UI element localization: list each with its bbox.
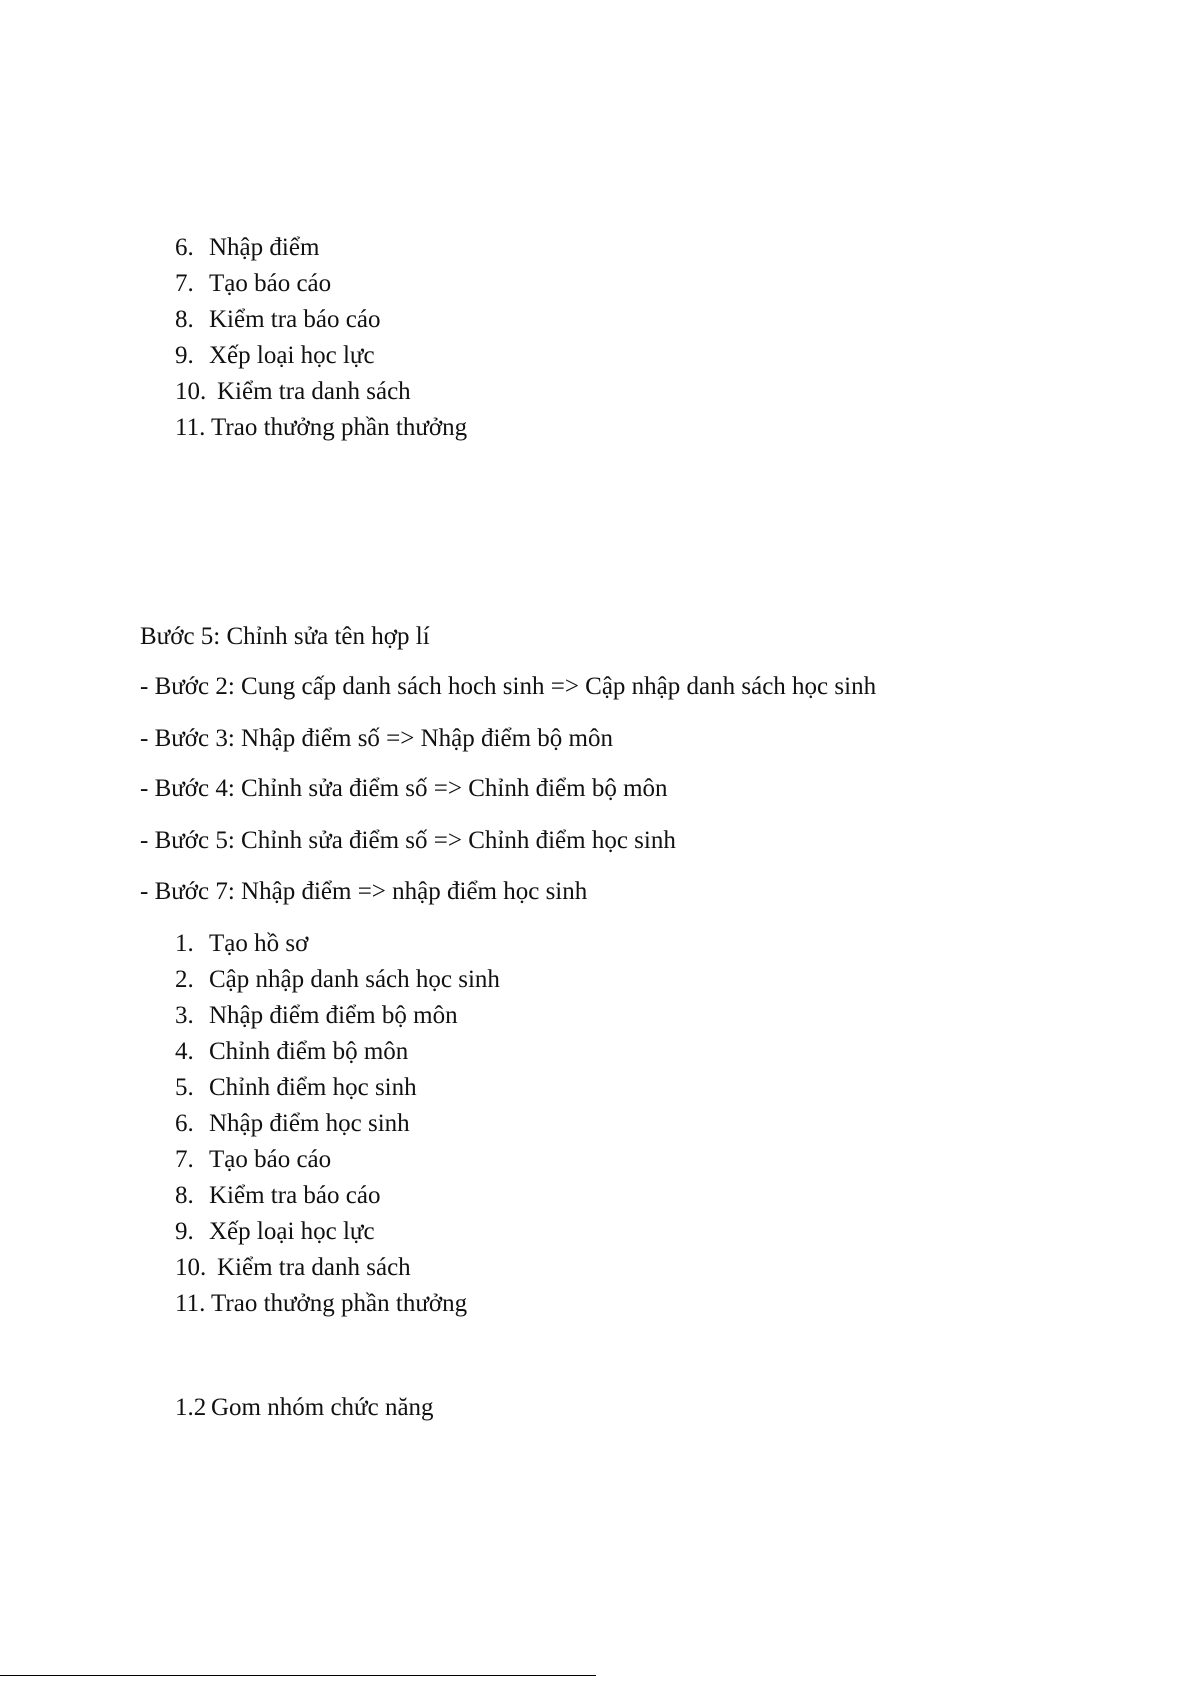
list-item-text: Xếp loại học lực <box>209 1218 375 1245</box>
list-item-number: 10. <box>175 1254 207 1281</box>
list-item-number: 8. <box>175 306 194 333</box>
numbered-list-bottom <box>175 929 875 1317</box>
list-item-number: 4. <box>175 1038 194 1065</box>
list-item-number: 2. <box>175 966 194 993</box>
list-item-number: 1. <box>175 930 194 957</box>
step-heading: Bước 5: Chỉnh sửa tên hợp lí <box>140 623 430 650</box>
list-item-text: Chỉnh điểm bộ môn <box>209 1038 409 1065</box>
list-item-text: Nhập điểm <box>209 234 320 261</box>
list-item-number: 7. <box>175 270 194 297</box>
list-item-text: Kiểm tra danh sách <box>217 1254 411 1281</box>
list-item-number: 10. <box>175 378 207 405</box>
list-item-number: 6. <box>175 1110 194 1137</box>
list-item-text: Trao thưởng phần thưởng <box>211 1290 468 1317</box>
list-item-number: 7. <box>175 1146 194 1173</box>
list-item-number: 11. <box>175 1290 206 1317</box>
list-item-text: Nhập điểm học sinh <box>209 1110 410 1137</box>
step-line: - Bước 7: Nhập điểm => nhập điểm học sinh <box>140 878 588 905</box>
list-item-number: 9. <box>175 1218 194 1245</box>
step-line: - Bước 4: Chỉnh sửa điểm số => Chỉnh điểm bộ môn <box>140 775 668 802</box>
list-item-text: Chỉnh điểm học sinh <box>209 1074 417 1101</box>
list-item-text: Tạo hồ sơ <box>209 930 309 957</box>
section-heading <box>175 1393 875 1421</box>
list-item-text: Trao thưởng phần thưởng <box>211 414 468 441</box>
step-line: - Bước 3: Nhập điểm số => Nhập điểm bộ môn <box>140 725 613 752</box>
list-item-text: Nhập điểm điểm bộ môn <box>209 1002 458 1029</box>
step-line: - Bước 2: Cung cấp danh sách hoch sinh => Cập nhập danh sách học sinh <box>140 673 877 700</box>
list-item-number: 3. <box>175 1002 194 1029</box>
section-number: 1.2 <box>175 1394 207 1421</box>
step-line: - Bước 5: Chỉnh sửa điểm số => Chỉnh điểm học sinh <box>140 827 676 854</box>
list-item-text: Tạo báo cáo <box>209 270 332 297</box>
list-item-text: Cập nhập danh sách học sinh <box>209 966 500 993</box>
list-item-number: 9. <box>175 342 194 369</box>
list-item-number: 8. <box>175 1182 194 1209</box>
footnote-divider <box>0 1675 596 1676</box>
list-item-number: 11. <box>175 414 206 441</box>
list-item-text: Kiểm tra báo cáo <box>209 1182 381 1209</box>
section-title: Gom nhóm chức năng <box>211 1394 434 1421</box>
numbered-list-top <box>175 233 875 441</box>
list-item-number: 5. <box>175 1074 194 1101</box>
list-item-number: 6. <box>175 234 194 261</box>
list-item-text: Kiểm tra danh sách <box>217 378 411 405</box>
list-item-text: Kiểm tra báo cáo <box>209 306 381 333</box>
list-item-text: Xếp loại học lực <box>209 342 375 369</box>
list-item-text: Tạo báo cáo <box>209 1146 332 1173</box>
